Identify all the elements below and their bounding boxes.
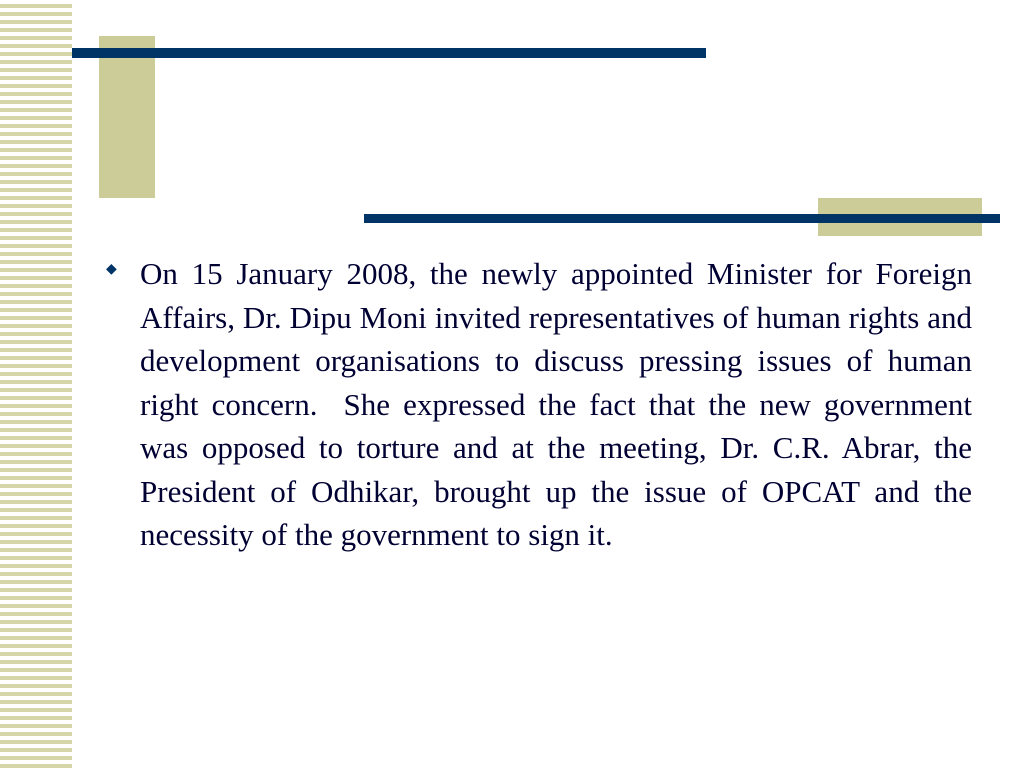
bullet-text: On 15 January 2008, the newly appointed Minister for Foreign Affairs, Dr. Dipu Moni invited representatives of human rights and development organisations to discuss pressing issues of human right concern. She expressed the fact that the new government was opposed to torture and at the meeting, Dr. C.R. Abrar, the President of Odhikar, brought up the issue of OPCAT and the necessity of the government to sign it. [140,256,980,552]
slide-body [104,252,980,557]
bullet-item [104,252,980,557]
decorative-title-rule [364,214,1000,223]
diamond-bullet-icon: ◆ [106,261,117,277]
decorative-vertical-block [99,36,155,198]
decorative-top-rule [72,48,706,58]
left-stripe-band [0,0,72,768]
